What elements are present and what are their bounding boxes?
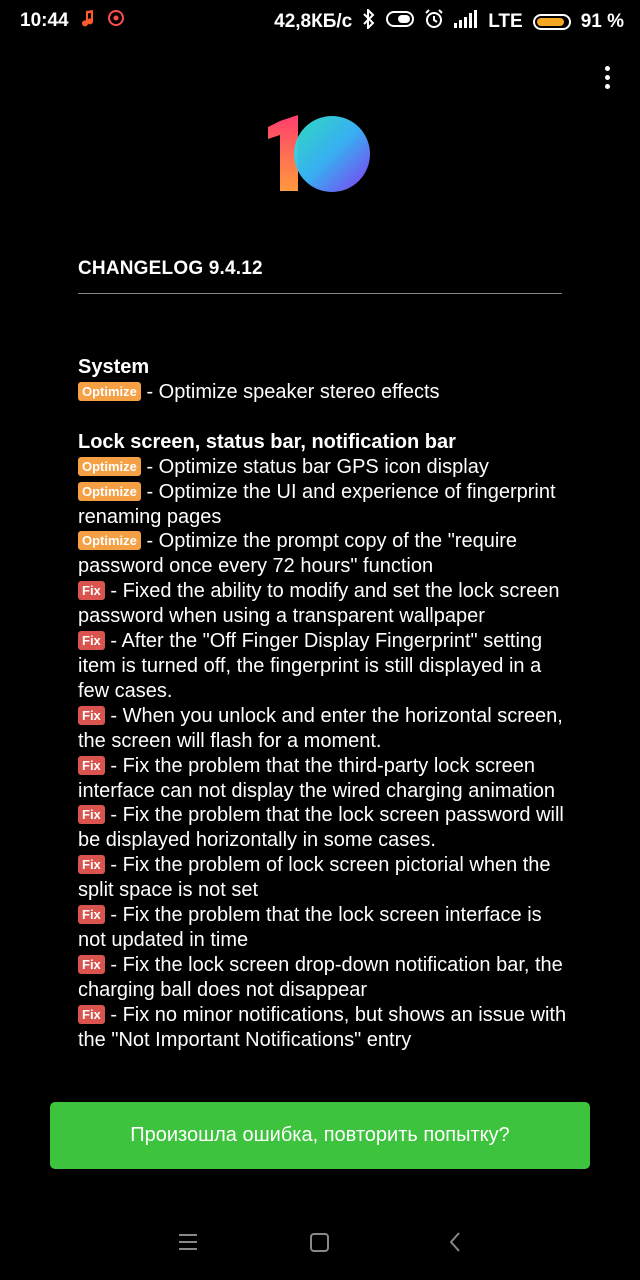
changelog-item-text: - Fix the problem that the third-party lock screen interface can not display the wired charging animation — [78, 754, 555, 802]
changelog-item-text: - Fixed the ability to modify and set the lock screen password when using a transparent wallpaper — [78, 580, 560, 628]
miui-10-logo — [266, 115, 372, 193]
changelog-item — [78, 803, 568, 853]
music-notification-icon — [79, 9, 97, 33]
navigation-bar — [0, 1200, 640, 1280]
fix-badge: Fix — [78, 805, 105, 824]
changelog-item — [78, 853, 568, 903]
toggle-icon — [386, 11, 414, 33]
changelog-item — [78, 953, 568, 1003]
changelog-item-text: - Optimize the prompt copy of the "require password once every 72 hours" function — [78, 530, 518, 578]
changelog-item — [78, 579, 568, 629]
fix-badge: Fix — [78, 1005, 105, 1024]
divider — [78, 293, 562, 294]
fix-badge: Fix — [78, 706, 105, 725]
optimize-badge: Optimize — [78, 457, 141, 476]
changelog-item-text: - Optimize status bar GPS icon display — [140, 455, 489, 478]
changelog-item-text: - Optimize the UI and experience of fingerprint renaming pages — [78, 480, 556, 528]
changelog-item — [78, 480, 568, 530]
fix-badge: Fix — [78, 955, 105, 974]
fix-badge: Fix — [78, 855, 105, 874]
battery-percent: 91 % — [580, 11, 624, 32]
fix-badge: Fix — [78, 631, 105, 650]
changelog-item — [78, 754, 568, 804]
retry-button[interactable]: Произошла ошибка, повторить попытку? — [50, 1102, 590, 1169]
changelog-item — [78, 380, 568, 405]
changelog-item-text: - Fix the lock screen drop-down notification bar, the charging ball does not disappear — [78, 953, 563, 1001]
bluetooth-icon — [362, 9, 376, 35]
menu-nav-icon[interactable] — [176, 1230, 200, 1254]
changelog-item-text: - Fix the problem of lock screen pictorial when the split space is not set — [78, 854, 551, 902]
back-nav-icon[interactable] — [444, 1230, 468, 1254]
app-notification-icon — [107, 9, 125, 33]
changelog-item-text: - After the "Off Finger Display Fingerprint" setting item is turned off, the fingerprint is still displayed in a few cases. — [78, 630, 543, 702]
optimize-badge: Optimize — [78, 531, 141, 550]
section-gap — [78, 405, 568, 430]
changelog-title: CHANGELOG 9.4.12 — [78, 258, 263, 279]
changelog-item-text: - When you unlock and enter the horizontal screen, the screen will flash for a moment. — [78, 704, 563, 752]
fix-badge: Fix — [78, 905, 105, 924]
changelog-item — [78, 529, 568, 579]
alarm-icon — [424, 9, 444, 35]
changelog-item — [78, 629, 568, 704]
fix-badge: Fix — [78, 581, 105, 600]
changelog-item-text: - Fix no minor notifications, but shows an issue with the "Not Important Notifications" entry — [78, 1003, 567, 1051]
changelog-item-text: - Optimize speaker stereo effects — [140, 380, 440, 403]
changelog-item — [78, 1003, 568, 1053]
more-options-icon[interactable] — [604, 66, 612, 93]
optimize-badge: Optimize — [78, 482, 141, 501]
home-nav-icon[interactable] — [308, 1230, 332, 1254]
network-speed: 42,8КБ/с — [274, 11, 353, 32]
clock: 10:44 — [20, 10, 69, 31]
changelog-content[interactable] — [78, 355, 568, 1083]
signal-icon — [454, 10, 478, 34]
battery-icon — [533, 14, 571, 30]
status-bar — [0, 0, 640, 40]
section-title: System — [78, 356, 150, 378]
changelog-item-text: - Fix the problem that the lock screen interface is not updated in time — [78, 904, 542, 951]
fix-badge: Fix — [78, 756, 105, 775]
changelog-item — [78, 704, 568, 754]
changelog-item-text: - Fix the problem that the lock screen password will be displayed horizontally in some cases. — [78, 804, 564, 852]
changelog-item — [78, 455, 568, 480]
section-title: Lock screen, status bar, notification bar — [78, 430, 456, 453]
optimize-badge: Optimize — [78, 382, 141, 401]
changelog-item — [78, 903, 568, 953]
network-type: LTE — [488, 11, 523, 32]
